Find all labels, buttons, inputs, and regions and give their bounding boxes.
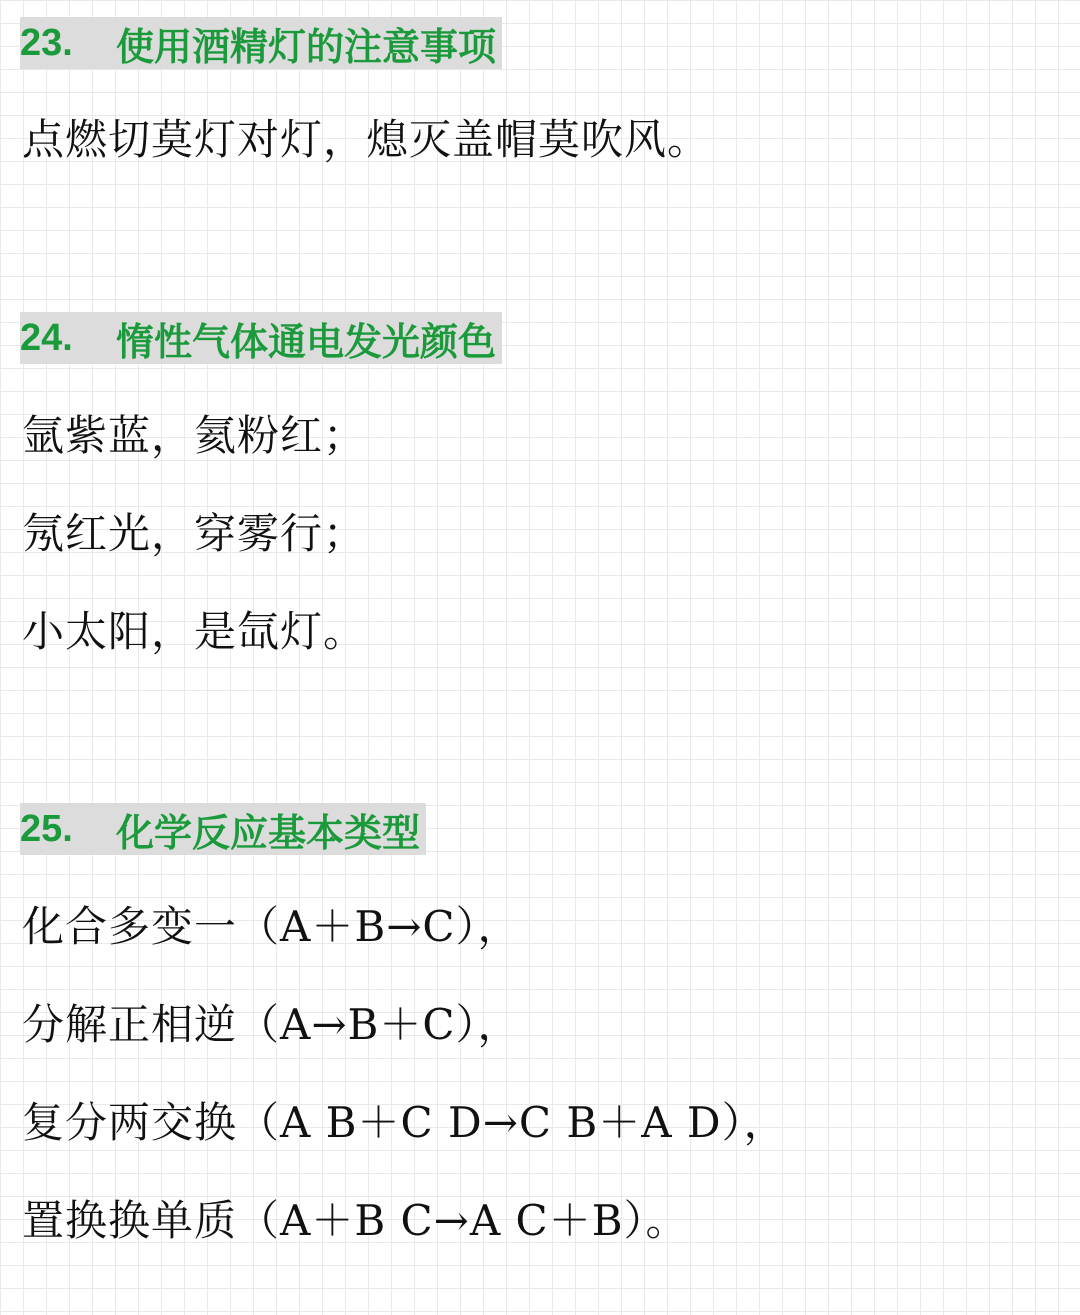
text-line: 分解正相逆（A→B＋C）， [22,1000,521,1049]
section-heading-24 [20,312,502,364]
section-number: 24. [20,316,73,359]
text-line: 氖红光，穿雾行； [22,509,367,558]
text-line: 复分两交换（A B＋C D→C B＋A D）， [22,1098,787,1147]
text-line: 置换换单质（A＋B C→A C＋B）。 [22,1196,689,1245]
section-heading-25 [20,803,426,855]
section-title: 惰性气体通电发光颜色 [116,319,497,364]
text-line: 点燃切莫灯对灯，熄灭盖帽莫吹风。 [22,115,711,164]
section-number: 25. [20,807,73,850]
text-line: 氩紫蓝，氦粉红； [22,411,367,460]
text-line: 小太阳，是氙灯。 [22,607,367,656]
text-line: 化合多变一（A＋B→C）， [22,902,521,951]
section-title: 使用酒精灯的注意事项 [116,24,497,69]
section-heading-23 [20,17,502,69]
section-title: 化学反应基本类型 [116,810,421,855]
section-number: 23. [20,21,73,64]
